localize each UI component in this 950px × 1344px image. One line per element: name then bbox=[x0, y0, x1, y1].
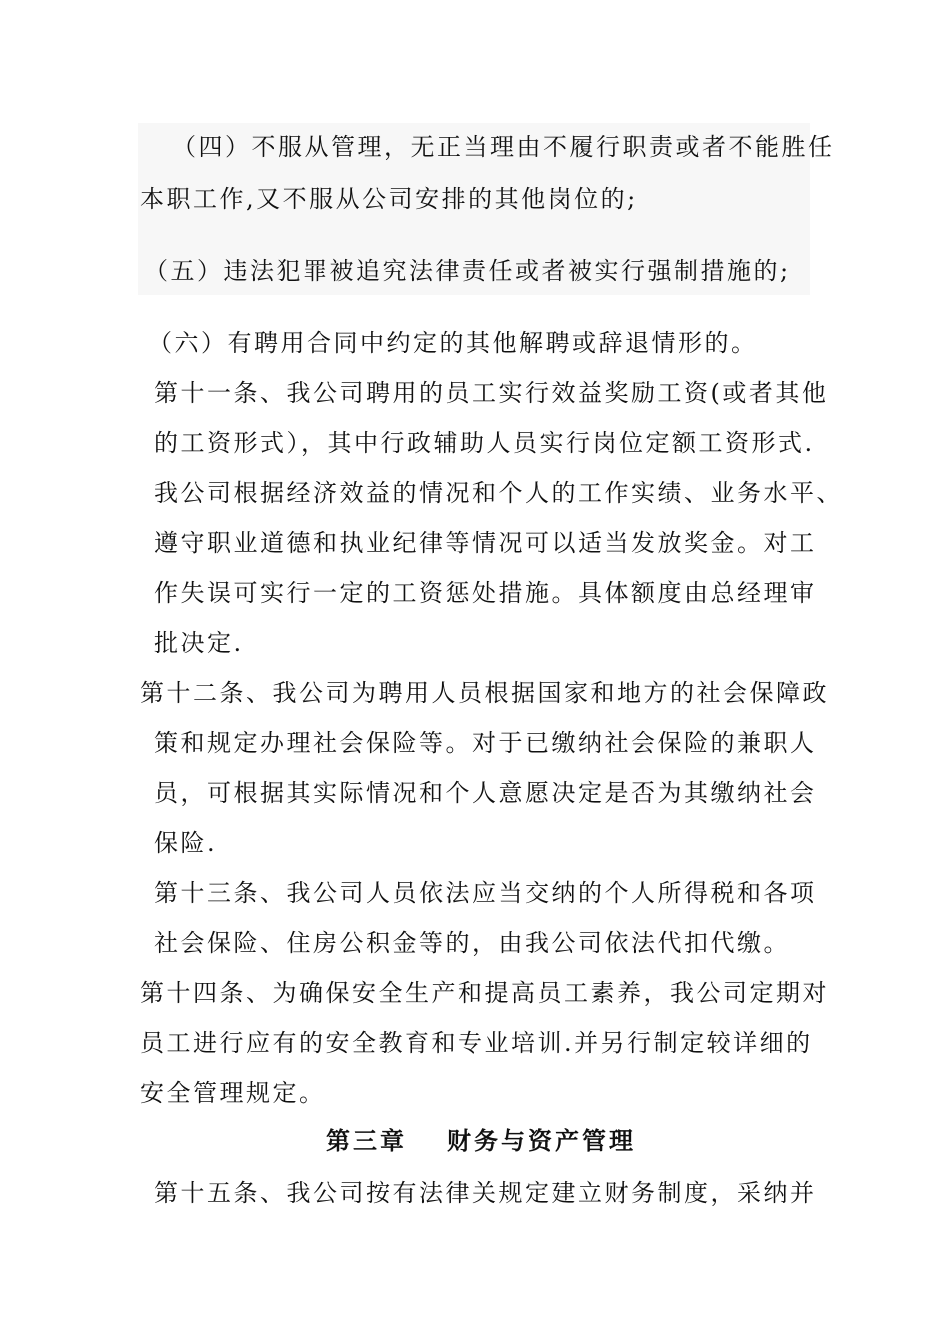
paragraph-line: 第十三条、我公司人员依法应当交纳的个人所得税和各项 bbox=[154, 879, 817, 907]
paragraph-line: 批决定. bbox=[154, 629, 244, 657]
chapter-title: 财务与资产管理 bbox=[447, 1126, 636, 1155]
paragraph-line: 员，可根据其实际情况和个人意愿决定是否为其缴纳社会 bbox=[154, 779, 817, 807]
paragraph-line: 社会保险、住房公积金等的，由我公司依法代扣代缴。 bbox=[154, 929, 790, 957]
paragraph-line: 员工进行应有的安全教育和专业培训.并另行制定较详细的 bbox=[140, 1029, 813, 1057]
paragraph-line: 第十一条、我公司聘用的员工实行效益奖励工资(或者其他 bbox=[154, 379, 829, 407]
paragraph-line: 第十四条、为确保安全生产和提高员工素养，我公司定期对 bbox=[140, 979, 829, 1007]
paragraph-line: 策和规定办理社会保险等。对于已缴纳社会保险的兼职人 bbox=[154, 729, 817, 757]
paragraph-line: 第十二条、我公司为聘用人员根据国家和地方的社会保障政 bbox=[140, 679, 829, 707]
chapter-number: 第三章 bbox=[326, 1126, 407, 1155]
paragraph-line: 保险. bbox=[154, 829, 218, 857]
paragraph-line: 遵守职业道德和执业纪律等情况可以适当发放奖金。对工 bbox=[154, 529, 817, 557]
paragraph-line: 安全管理规定。 bbox=[140, 1079, 326, 1107]
paragraph-line: 作失误可实行一定的工资惩处措施。具体额度由总经理审 bbox=[154, 579, 817, 607]
paragraph-line: （六）有聘用合同中约定的其他解聘或辞退情形的。 bbox=[148, 329, 758, 357]
paragraph-line: 第十五条、我公司按有法律关规定建立财务制度，采纳并 bbox=[154, 1179, 817, 1207]
paragraph-line: 本职工作,又不服从公司安排的其他岗位的; bbox=[140, 185, 638, 213]
chapter-heading bbox=[326, 1124, 636, 1158]
paragraph-line: 我公司根据经济效益的情况和个人的工作实绩、业务水平、 bbox=[154, 479, 843, 507]
paragraph-line: 的工资形式），其中行政辅助人员实行岗位定额工资形式. bbox=[154, 429, 815, 457]
paragraph-line: （四）不服从管理，无正当理由不履行职责或者不能胜任 bbox=[172, 133, 835, 161]
paragraph-line: （五）违法犯罪被追究法律责任或者被实行强制措施的; bbox=[144, 257, 791, 285]
